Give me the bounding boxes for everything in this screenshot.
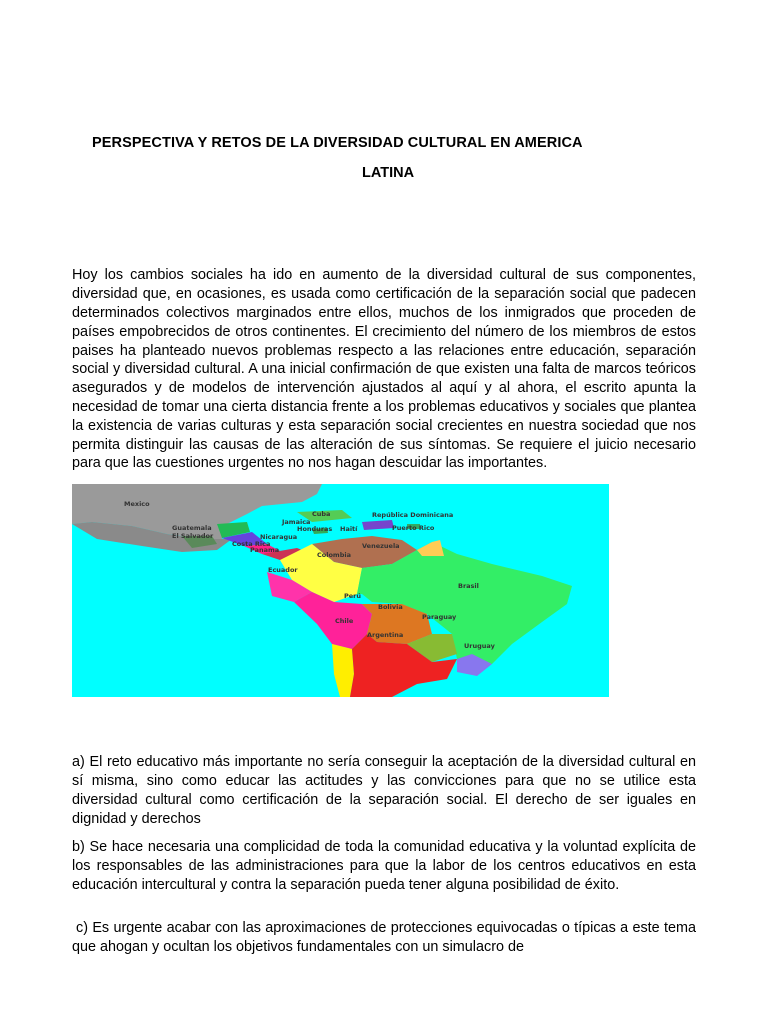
map-label-colombia: Colombia [317, 551, 351, 559]
map-label-venezuela: Venezuela [362, 542, 400, 550]
document-title-line-2: LATINA [362, 165, 415, 181]
map-label-peru: Perú [344, 592, 362, 600]
paragraph-a: a) El reto educativo más importante no sería conseguir la aceptación de la diversidad cultural en sí misma, sino como educar las actitudes y las convicciones para que no se utilice esta diversidad cultural como certificación de la separación social. El derecho de ser iguales en dignidad y derechos [72, 754, 696, 827]
map-label-nicaragua: Nicaragua [260, 533, 298, 541]
map-label-brasil: Brasil [458, 582, 479, 590]
map-label-chile: Chile [335, 617, 354, 625]
map-region-hispaniola [362, 520, 394, 530]
map-label-puerto-rico: Puerto Rico [392, 524, 435, 532]
map-label-republica-dominicana: República Dominicana [372, 511, 454, 519]
map-label-ecuador: Ecuador [268, 566, 298, 574]
paragraph-c: c) Es urgente acabar con las aproximaciones de protecciones equivocadas o típicas a este tema que ahogan y ocultan los objetivos fundamentales con un simulacro de [72, 920, 696, 956]
map-label-honduras: Honduras [297, 525, 333, 533]
map-label-el-salvador: El Salvador [172, 532, 214, 540]
map-label-cuba: Cuba [312, 510, 331, 518]
intro-paragraph: Hoy los cambios sociales ha ido en aumento de la diversidad cultural de sus componentes, diversidad que, en ocasiones, es usada como certificación de la separación social que padecen determinados colectivos marginados entre ellos, muchos de los inmigrados que proceden de países empobrecidos de otros continentes. El crecimiento del número de los miembros de estos paises ha planteado nuevos problemas respecto a las relaciones entre educación, separación social y diversidad cultural. A una inicial confirmación de que existen una falta de marcos teóricos asegurados y de modelos de intervención ajustados al aquí y al ahora, el escrito apunta la necesidad de tomar una cierta distancia frente a los problemas educativos y sociales que plantea la existencia de varias culturas y esta separación social crecientes en nuestra sociedad que nos permita distinguir las causas de las alteración de sus síntomas. Se requiere el juicio necesario para que las cuestiones urgentes no nos hagan descuidar las importantes. [72, 267, 696, 472]
map-label-guatemala: Guatemala [172, 524, 212, 532]
map-label-panama: Panama [250, 546, 280, 554]
latin-america-map [72, 484, 609, 697]
map-label-costa-rica: Costa Rica [232, 540, 271, 548]
map-svg [72, 484, 609, 697]
map-label-uruguay: Uruguay [464, 642, 495, 650]
document-title-line-1: PERSPECTIVA Y RETOS DE LA DIVERSIDAD CULTURAL EN AMERICA [92, 135, 583, 151]
paragraph-b: b) Se hace necesaria una complicidad de toda la comunidad educativa y la voluntad explícita de los responsables de las administraciones para que la labor de los centros educativos en esta educación intercultural y contra la separación pueda tener alguna posibilidad de éxito. [72, 839, 696, 893]
map-label-mexico: Mexico [124, 500, 150, 508]
map-label-argentina: Argentina [367, 631, 404, 639]
map-label-paraguay: Paraguay [422, 613, 457, 621]
map-label-bolivia: Bolivia [378, 603, 403, 611]
map-label-jamaica: Jamaica [282, 518, 311, 526]
map-label-haiti: Haití [340, 525, 358, 533]
map-region-chile [332, 644, 354, 697]
map-region-guianas [417, 540, 444, 556]
